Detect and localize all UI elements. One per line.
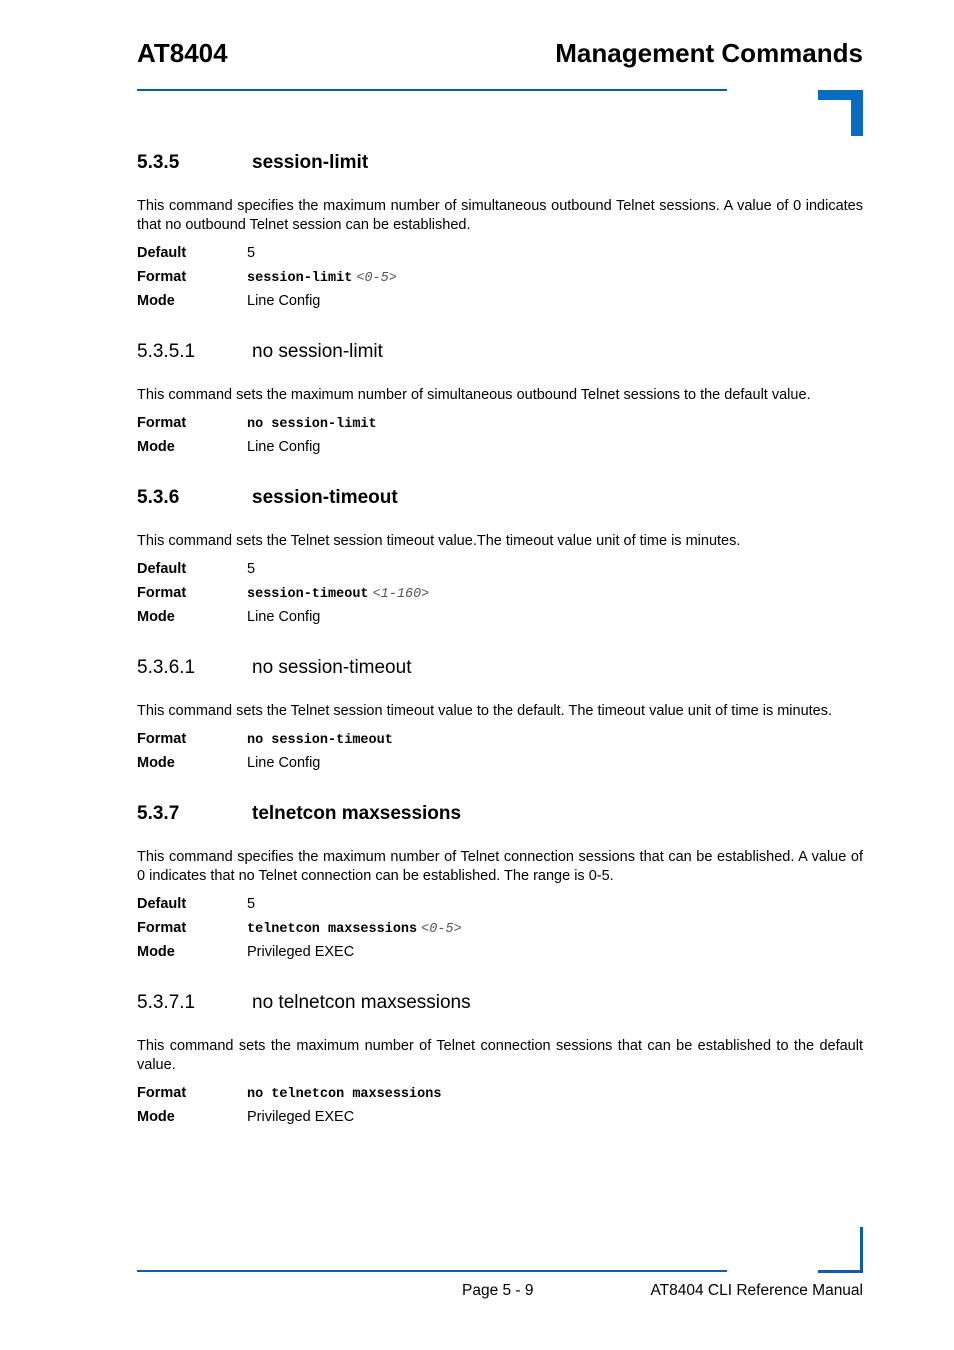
command-syntax: no session-limit [247,417,377,432]
property-value [247,1085,441,1102]
command-syntax: no session-timeout [247,733,393,748]
section-5-3-7-1 [137,990,863,1133]
section-5-3-6 [137,485,863,633]
footer-rule [137,1270,727,1272]
section-title: session-limit [252,152,369,173]
property-label: Format [137,731,187,747]
property-value: 5 [247,896,256,912]
section-description: This command specifies the maximum number of Telnet connection sessions that can be established. A value of 0 indicates that no Telnet connection can be established. The range is 0-5. [137,849,863,884]
header-chapter: Management Commands [555,38,863,68]
property-row-mode [137,944,863,968]
section-description: This command sets the maximum number of simultaneous outbound Telnet sessions to the default value. [137,387,811,403]
section-heading [137,801,863,827]
property-value [247,415,377,432]
property-value: 5 [247,245,256,261]
section-heading [137,655,863,681]
property-row-mode [137,609,863,633]
property-value: Privileged EXEC [247,1109,355,1125]
command-syntax: telnetcon maxsessions [247,922,418,937]
property-label: Format [137,269,187,285]
header-rule [137,89,727,91]
property-value [247,920,462,937]
property-row-format [137,415,863,439]
section-title: no telnetcon maxsessions [252,992,471,1013]
property-value [247,731,393,748]
section-5-3-5-1 [137,339,863,463]
section-heading [137,990,863,1016]
section-number: 5.3.6.1 [137,657,196,678]
property-value: 5 [247,561,256,577]
section-description: This command sets the Telnet session timeout value to the default. The timeout value unit of time is minutes. [137,703,833,719]
header-corner-mark [818,90,863,136]
footer-page-number: Page 5 - 9 [462,1282,534,1299]
property-label: Format [137,1085,187,1101]
command-syntax: session-limit [247,271,353,286]
section-description: This command specifies the maximum number of simultaneous outbound Telnet sessions. A value of 0 indicates that no outbound Telnet session can be established. [137,198,863,233]
property-row-default [137,896,863,920]
header-product: AT8404 [137,38,228,68]
command-argument: <0-5> [356,271,397,286]
property-value: Line Config [247,439,321,455]
section-title: no session-timeout [252,657,412,678]
footer-manual-title: AT8404 CLI Reference Manual [650,1282,863,1299]
section-number: 5.3.6 [137,487,180,508]
section-number: 5.3.7 [137,803,180,824]
section-description: This command sets the Telnet session timeout value.The timeout value unit of time is minutes. [137,533,741,549]
property-label: Mode [137,293,175,309]
property-row-mode [137,439,863,463]
section-5-3-7 [137,801,863,968]
property-label: Default [137,561,187,577]
section-heading [137,339,863,365]
section-heading [137,485,863,511]
property-row-format [137,1085,863,1109]
property-row-default [137,245,863,269]
property-row-format [137,269,863,293]
section-heading [137,150,863,176]
property-value [247,269,397,286]
property-row-default [137,561,863,585]
section-title: telnetcon maxsessions [252,803,462,824]
section-number: 5.3.5 [137,152,180,173]
footer-corner-mark [818,1227,864,1273]
property-row-mode [137,1109,863,1133]
property-value: Line Config [247,609,321,625]
command-argument: <1-160> [372,587,430,602]
property-label: Format [137,415,187,431]
property-label: Mode [137,609,175,625]
section-title: no session-limit [252,341,383,362]
command-syntax: no telnetcon maxsessions [247,1087,442,1102]
property-label: Default [137,896,187,912]
property-row-format [137,585,863,609]
section-5-3-6-1 [137,655,863,779]
property-row-mode [137,293,863,317]
property-label: Format [137,585,187,601]
property-value: Privileged EXEC [247,944,355,960]
page-content [137,150,863,1155]
property-value: Line Config [247,755,321,771]
property-label: Mode [137,944,175,960]
section-description: This command sets the maximum number of Telnet connection sessions that can be established to the default value. [137,1038,863,1073]
property-row-format [137,731,863,755]
section-title: session-timeout [252,487,398,508]
property-value [247,585,429,602]
property-value: Line Config [247,293,321,309]
property-label: Mode [137,1109,175,1125]
command-argument: <0-5> [421,922,462,937]
property-row-format [137,920,863,944]
property-label: Format [137,920,187,936]
command-syntax: session-timeout [247,587,369,602]
section-number: 5.3.5.1 [137,341,196,362]
section-number: 5.3.7.1 [137,992,196,1013]
property-label: Mode [137,755,175,771]
property-row-mode [137,755,863,779]
property-label: Mode [137,439,175,455]
section-5-3-5 [137,150,863,317]
property-label: Default [137,245,187,261]
